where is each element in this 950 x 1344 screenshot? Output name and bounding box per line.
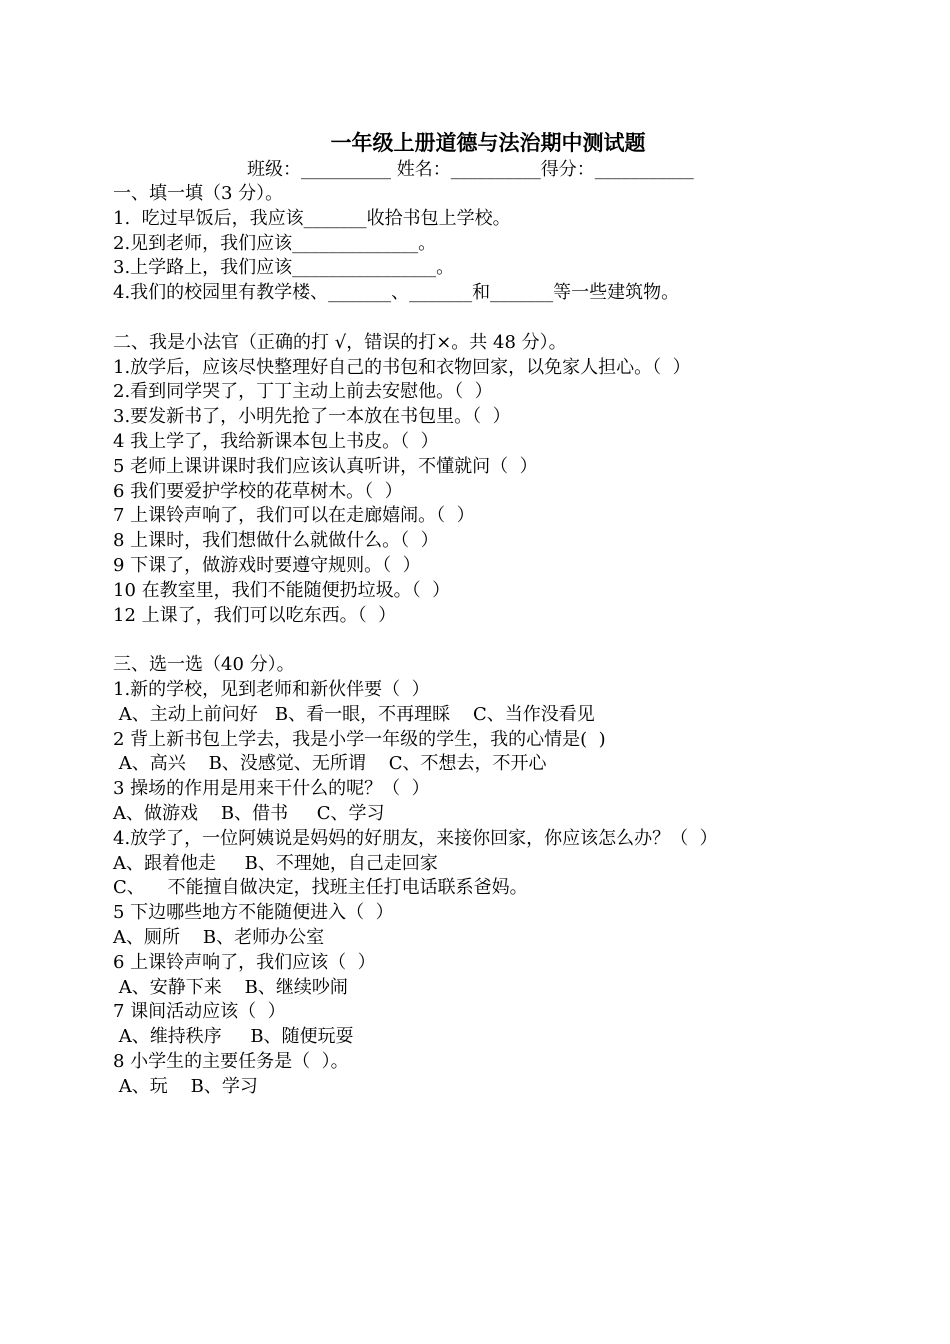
choice-options: A、玩 B、学习	[113, 1075, 258, 1097]
section-2-heading: 二、我是小法官（正确的打 √，错误的打×。共 48 分）。	[113, 331, 567, 353]
judge-item: 5 老师上课讲课时我们应该认真听讲，不懂就问（ ）	[113, 455, 538, 477]
spacer	[113, 628, 873, 653]
judge-item: 10 在教室里，我们不能随便扔垃圾。（ ）	[113, 579, 451, 601]
fill-item: 4.我们的校园里有教学楼、_______、_______和_______等一些建筑物。	[113, 282, 680, 304]
choice-options: A、厕所 B、老师办公室	[113, 926, 325, 948]
choice-question: 8 小学生的主要任务是（ ）。	[113, 1050, 349, 1072]
section-3-heading: 三、选一选（40 分）。	[113, 654, 295, 676]
fill-item: 3.上学路上，我们应该________________。	[113, 257, 455, 279]
judge-item: 2.看到同学哭了，丁丁主动上前去安慰他。（ ）	[113, 381, 493, 403]
spacer	[113, 306, 873, 331]
fill-item: 1. 吃过早饭后，我应该_______收拾书包上学校。	[113, 207, 511, 229]
judge-item: 1.放学后，应该尽快整理好自己的书包和衣物回家，以免家人担心。（ ）	[113, 356, 691, 378]
choice-options: A、主动上前问好 B、看一眼，不再理睬 C、当作没看见	[113, 703, 595, 725]
choice-options: A、维持秩序 B、随便玩耍	[113, 1026, 354, 1048]
judge-item: 6 我们要爱护学校的花草树木。（ ）	[113, 480, 403, 502]
choice-options: C、 不能擅自做决定，找班主任打电话联系爸妈。	[113, 877, 528, 899]
choice-question: 1.新的学校，见到老师和新伙伴要（ ）	[113, 678, 430, 700]
judge-item: 3.要发新书了，小明先抢了一本放在书包里。（ ）	[113, 406, 511, 428]
choice-options: A、安静下来 B、继续吵闹	[113, 976, 348, 998]
choice-options: A、做游戏 B、借书 C、学习	[113, 802, 385, 824]
choice-question: 3 操场的作用是用来干什么的呢？（ ）	[113, 778, 430, 800]
choice-options: A、高兴 B、没感觉、无所谓 C、不想去，不开心	[113, 753, 547, 775]
choice-question: 2 背上新书包上学去，我是小学一年级的学生，我的心情是( )	[113, 728, 606, 750]
choice-options: A、跟着他走 B、不理她，自己走回家	[113, 852, 438, 874]
page-title: 一年级上册道德与法治期中测试题	[330, 130, 646, 155]
exam-paper	[113, 128, 873, 1099]
student-info-line: 班级：__________ 姓名：__________得分：___________	[247, 159, 694, 180]
judge-item: 8 上课时，我们想做什么就做什么。（ ）	[113, 530, 439, 552]
choice-question: 4.放学了，一位阿姨说是妈妈的好朋友，来接你回家，你应该怎么办？（ ）	[113, 827, 718, 849]
choice-question: 6 上课铃声响了，我们应该（ ）	[113, 951, 376, 973]
judge-item: 12 上课了，我们可以吃东西。（ ）	[113, 604, 397, 626]
judge-item: 4 我上学了，我给新课本包上书皮。（ ）	[113, 430, 439, 452]
choice-question: 7 课间活动应该（ ）	[113, 1001, 286, 1023]
choice-question: 5 下边哪些地方不能随便进入（ ）	[113, 902, 394, 924]
judge-item: 9 下课了，做游戏时要遵守规则。（ ）	[113, 554, 421, 576]
judge-item: 7 上课铃声响了，我们可以在走廊嬉闹。（ ）	[113, 505, 475, 527]
fill-item: 2.见到老师，我们应该______________。	[113, 232, 437, 254]
section-1-heading: 一、填一填（3 分）。	[113, 183, 284, 204]
